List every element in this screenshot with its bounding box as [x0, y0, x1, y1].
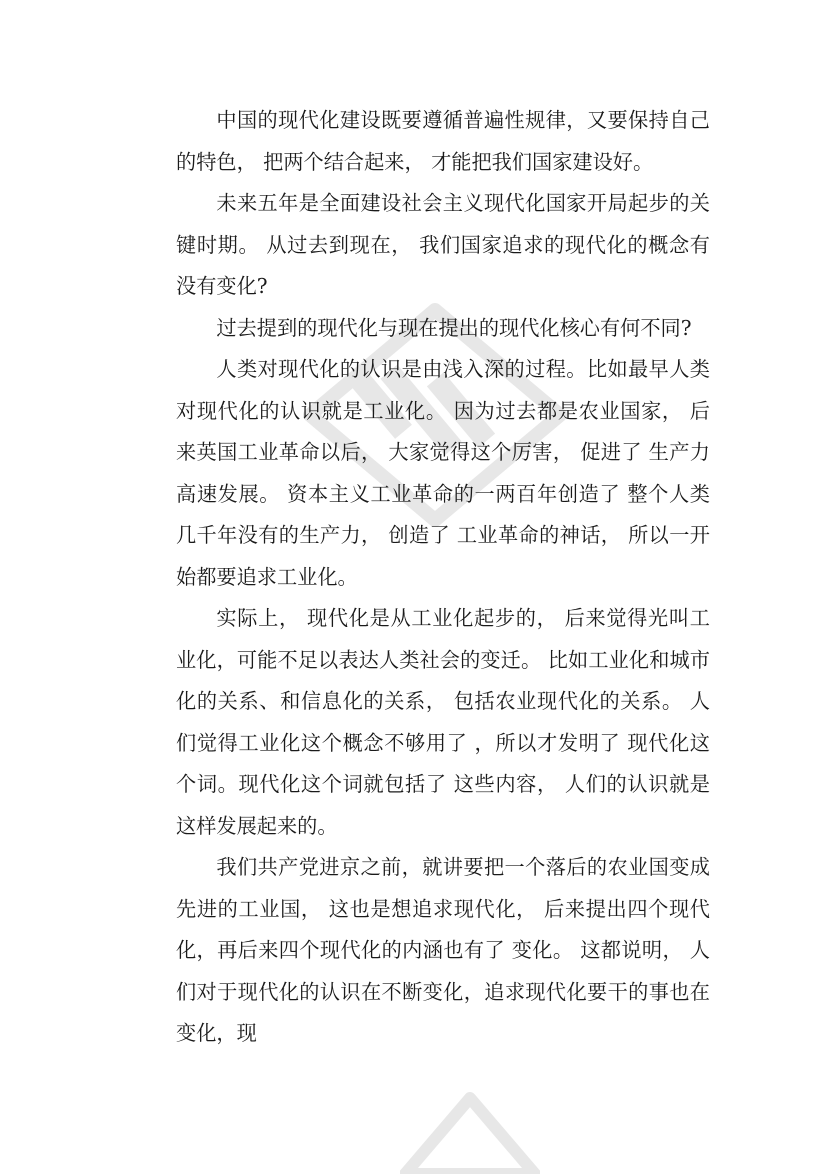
- paragraph: 未来五年是全面建设社会主义现代化国家开局起步的关键时期。 从过去到现在， 我们国家追求的现代化的概念有没有变化?: [176, 191, 710, 298]
- watermark-logo-partial: [400, 1090, 540, 1174]
- paragraph: 人类对现代化的认识是由浅入深的过程。比如最早人类对现代化的认识就是工业化。 因为过去都是农业国家， 后来英国工业革命以后， 大家觉得这个厉害， 促进了 生产力高速发展。 资本主义工业革命的一两百年创造了 整个人类几千年没有的生产力， 创造了 工业革命的神话， 所以一开始都要追求工业化。: [176, 357, 710, 589]
- paragraph: 过去提到的现代化与现在提出的现代化核心有何不同?: [216, 315, 692, 340]
- paragraph: 我们共产党进京之前，就讲要把一个落后的农业国变成先进的工业国， 这也是想追求现代化， 后来提出四个现代化，再后来四个现代化的内涵也有了 变化。 这都说明， 人们对于现代化的认识在不断变化，追求现代化要干的事也在变化，现: [176, 855, 710, 1045]
- paragraph: 中国的现代化建设既要遵循普遍性规律，又要保持自己的特色， 把两个结合起来， 才能把我们国家建设好。: [176, 108, 710, 174]
- paragraph: 实际上， 现代化是从工业化起步的， 后来觉得光叫工业化，可能不足以表达人类社会的变迁。 比如工业化和城市化的关系、和信息化的关系， 包括农业现代化的关系。 人们觉得工业化这个概念不够用了 ，所以才发明了 现代化这个词。现代化这个词就包括了 这些内容， 人们的认识就是这样发展起来的。: [176, 606, 710, 838]
- article-body: [176, 100, 710, 1055]
